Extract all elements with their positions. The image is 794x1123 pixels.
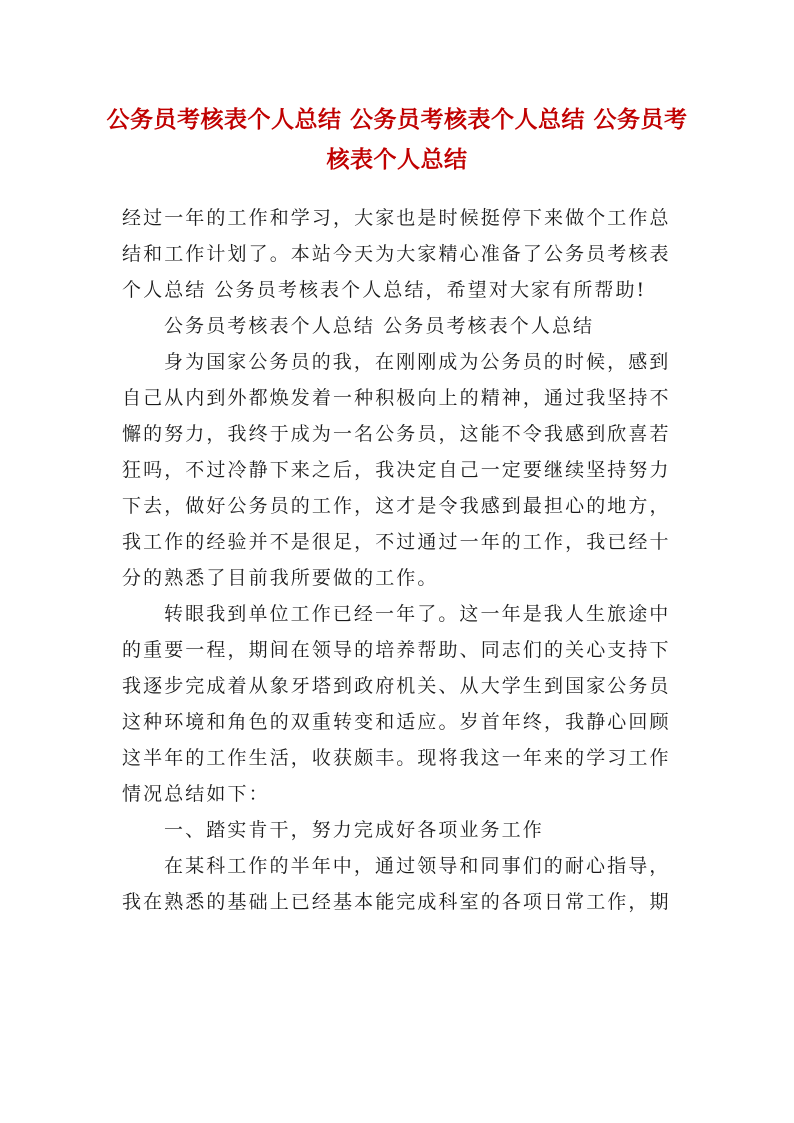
- paragraph-section-1: 在某科工作的半年中，通过领导和同事们的耐心指导，我在熟悉的基础上已经基本能完成科室的各项日常工作，期: [122, 855, 671, 913]
- section-heading-1: 一、踏实肯干，努力完成好各项业务工作: [164, 819, 544, 841]
- paragraph-reflection: 身为国家公务员的我，在刚刚成为公务员的时候，感到自己从内到外都焕发着一种积极向上的精神，通过我坚持不懈的努力，我终于成为一名公务员，这能不令我感到欣喜若狂吗，不过冷静下来之后，我决定自己一定要继续坚持努力下去，做好公务员的工作，这才是令我感到最担心的地方，我工作的经验并不是很足，不过通过一年的工作，我已经十分的熟悉了目前我所要做的工作。: [122, 351, 671, 589]
- document-body: [122, 200, 674, 920]
- paragraph-subtitle: 公务员考核表个人总结 公务员考核表个人总结: [164, 315, 595, 337]
- paragraph-intro: 经过一年的工作和学习，大家也是时候挺停下来做个工作总结和工作计划了。本站今天为大家精心准备了公务员考核表个人总结 公务员考核表个人总结，希望对大家有所帮助!: [122, 207, 671, 301]
- document-title: 公务员考核表个人总结 公务员考核表个人总结 公务员考核表个人总结: [106, 106, 688, 173]
- paragraph-overview: 转眼我到单位工作已经一年了。这一年是我人生旅途中的重要一程，期间在领导的培养帮助、同志们的关心支持下我逐步完成着从象牙塔到政府机关、从大学生到国家公务员这种环境和角色的双重转变和适应。岁首年终，我静心回顾这半年的工作生活，收获颇丰。现将我这一年来的学习工作情况总结如下：: [122, 603, 671, 805]
